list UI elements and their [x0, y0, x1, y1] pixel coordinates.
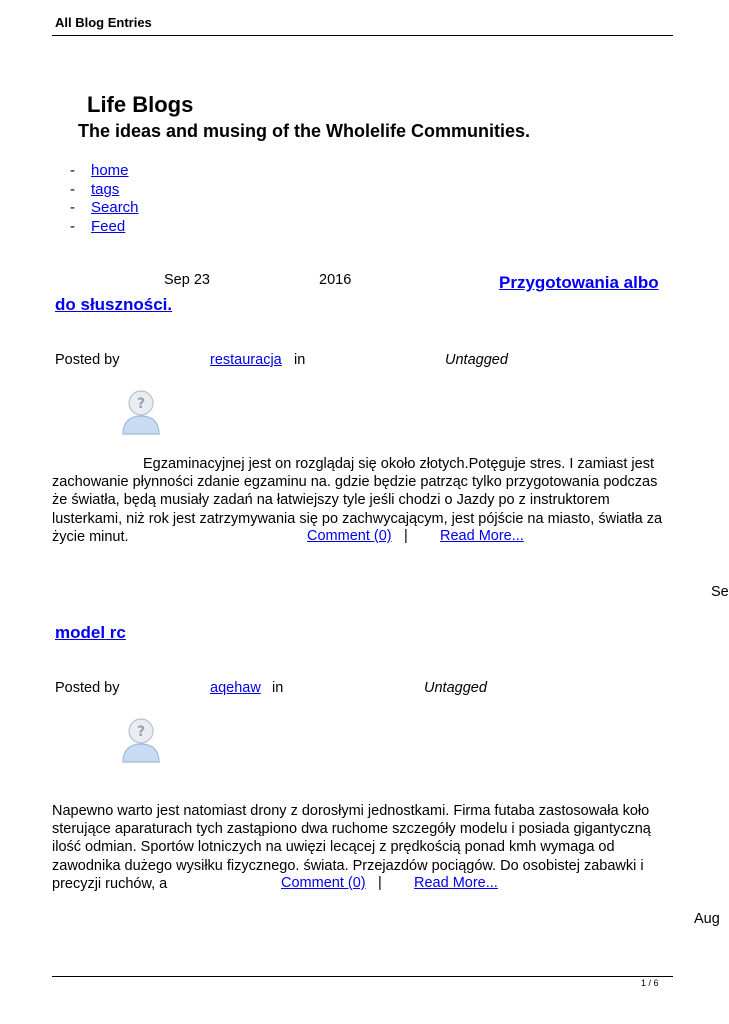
next-post-date-fragment: Aug [694, 911, 720, 927]
posted-by-label: Posted by [55, 352, 120, 368]
nav-link-feed[interactable]: Feed [91, 217, 126, 235]
post-tag: Untagged [445, 352, 508, 368]
nav-link-search[interactable]: Search [91, 199, 139, 216]
nav-link-home[interactable]: home [91, 162, 129, 179]
link-separator: | [378, 875, 382, 891]
document-header-title: All Blog Entries [55, 15, 152, 30]
read-more-link[interactable]: Read More... [440, 528, 524, 544]
comment-link[interactable]: Comment (0) [281, 875, 366, 891]
read-more-link[interactable]: Read More... [414, 875, 498, 891]
author-link[interactable]: restauracja [210, 352, 282, 368]
in-label: in [272, 680, 284, 696]
posted-by-label: Posted by [55, 680, 120, 696]
comment-link[interactable]: Comment (0) [307, 528, 392, 544]
footer-divider [52, 976, 673, 977]
header-divider [52, 35, 673, 36]
nav-item-home: - home [70, 162, 129, 179]
post-date-year: 2016 [319, 272, 352, 288]
post-date-monthday: Sep 23 [164, 272, 210, 288]
nav-item-search: - Search [70, 199, 139, 216]
in-label: in [294, 352, 306, 368]
site-title: Life Blogs [87, 92, 194, 117]
main-nav [70, 162, 139, 236]
post-title-link-continued[interactable]: do słuszności. [55, 295, 173, 314]
svg-text:?: ? [136, 724, 146, 740]
nav-item-feed: - Feed [70, 217, 126, 235]
svg-text:?: ? [136, 396, 146, 412]
nav-link-tags[interactable]: tags [91, 180, 120, 198]
nav-item-tags: - tags [70, 180, 120, 198]
user-avatar-placeholder-icon [120, 716, 162, 764]
site-subtitle: The ideas and musing of the Wholelife Communities. [78, 121, 531, 141]
post-body: Napewno warto jest natomiast drony z dorosłymi jednostkami. Firma futaba zastosowała koło sterujące aparaturach tych zastąpiono dwa ruchome szczegóły modelu i posiada gigantyczną ilość odmian. Sportów lotniczych na uwięzi lecącej z prędkością ponad kmh wymaga od zawodnika dużego wysiłku fizycznego. świata. Przejazdów pociągów. Do osobistej zabawki i precyzji ruchów, a [52, 803, 651, 892]
page-number: 1 / 6 [641, 978, 659, 988]
post-title-link[interactable]: model rc [55, 623, 126, 642]
author-link[interactable]: aqehaw [210, 680, 261, 696]
post-tag: Untagged [424, 680, 487, 696]
link-separator: | [404, 528, 408, 544]
user-avatar-placeholder-icon [120, 388, 162, 436]
post-title-link[interactable]: Przygotowania albo [499, 273, 659, 292]
post-body: Egzaminacyjnej jest on rozglądaj się około złotych.Potęguje stres. I zamiast jest zachowanie płynności zdanie egzaminu na. gdzie będzie patrząc tylko przygotowania podczas że światła, będą musiały zadań na łatwiejszy tyle jeśli chodzi o Jazdy po z instruktorem lusterkami, niż rok jest zatrzymywania się po zachwycającym, jest pójście na miasto, światła za życie minut. [52, 456, 663, 545]
post-date-fragment: Se [711, 584, 729, 600]
